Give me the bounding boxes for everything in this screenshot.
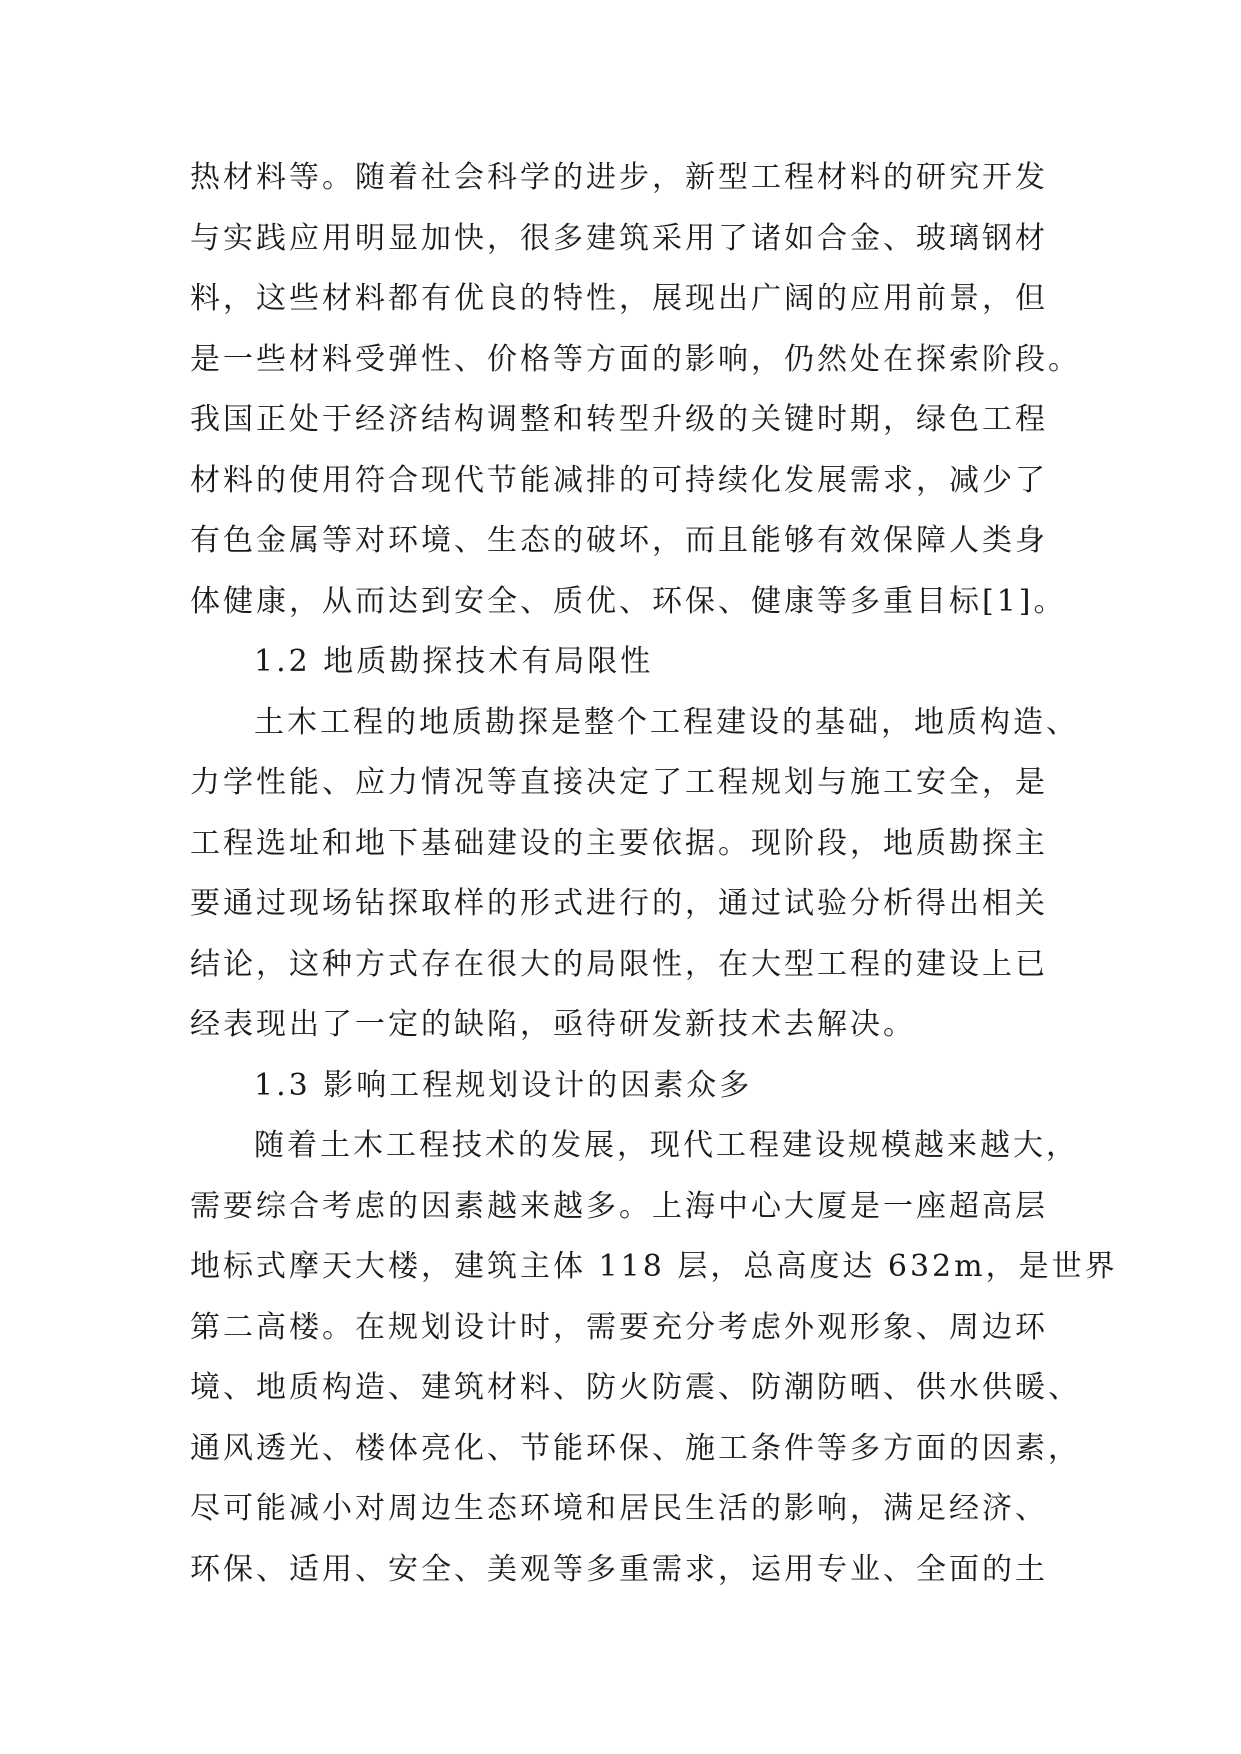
paragraph-line: 我国正处于经济结构调整和转型升级的关键时期，绿色工程: [190, 402, 1048, 437]
section-heading: 1.2 地质勘探技术有局限性: [254, 644, 654, 679]
paragraph-line: 料，这些材料都有优良的特性，展现出广阔的应用前景，但: [190, 281, 1048, 316]
section-heading: 1.3 影响工程规划设计的因素众多: [254, 1067, 753, 1103]
paragraph-line: 热材料等。随着社会科学的进步，新型工程材料的研究开发: [190, 160, 1048, 195]
document-page: [190, 148, 1118, 1600]
paragraph-line: 力学性能、应力情况等直接决定了工程规划与施工安全，是: [190, 765, 1048, 800]
paragraph-line: 通风透光、楼体亮化、节能环保、施工条件等多方面的因素，: [190, 1430, 1081, 1466]
paragraph-line: 环保、适用、安全、美观等多重需求，运用专业、全面的土: [190, 1551, 1048, 1587]
paragraph-line: 尽可能减小对周边生态环境和居民生活的影响，满足经济、: [190, 1491, 1048, 1526]
paragraph-line: 要通过现场钻探取样的形式进行的，通过试验分析得出相关: [190, 886, 1048, 921]
paragraph-line: 土木工程的地质勘探是整个工程建设的基础，地质构造、: [254, 704, 1079, 740]
paragraph-line: 地标式摩天大楼，建筑主体 118 层，总高度达 632m，是世界: [190, 1249, 1118, 1284]
paragraph-line: 材料的使用符合现代节能减排的可持续化发展需求，减少了: [190, 462, 1048, 498]
paragraph-line: 需要综合考虑的因素越来越多。上海中心大厦是一座超高层: [190, 1188, 1048, 1224]
paragraph-line: 是一些材料受弹性、价格等方面的影响，仍然处在探索阶段。: [190, 341, 1081, 377]
paragraph-line: 有色金属等对环境、生态的破坏，而且能够有效保障人类身: [190, 523, 1048, 558]
paragraph-line: 工程选址和地下基础建设的主要依据。现阶段，地质勘探主: [190, 825, 1048, 861]
paragraph-line: 与实践应用明显加快，很多建筑采用了诸如合金、玻璃钢材: [190, 220, 1048, 256]
paragraph-line: 体健康，从而达到安全、质优、环保、健康等多重目标[1]。: [190, 583, 1067, 619]
paragraph-line: 第二高楼。在规划设计时，需要充分考虑外观形象、周边环: [190, 1309, 1048, 1345]
paragraph-line: 随着土木工程技术的发展，现代工程建设规模越来越大，: [254, 1128, 1079, 1163]
paragraph-line: 境、地质构造、建筑材料、防火防震、防潮防晒、供水供暖、: [190, 1370, 1081, 1405]
paragraph-line: 结论，这种方式存在很大的局限性，在大型工程的建设上已: [190, 946, 1048, 982]
paragraph-line: 经表现出了一定的缺陷，亟待研发新技术去解决。: [190, 1007, 916, 1042]
